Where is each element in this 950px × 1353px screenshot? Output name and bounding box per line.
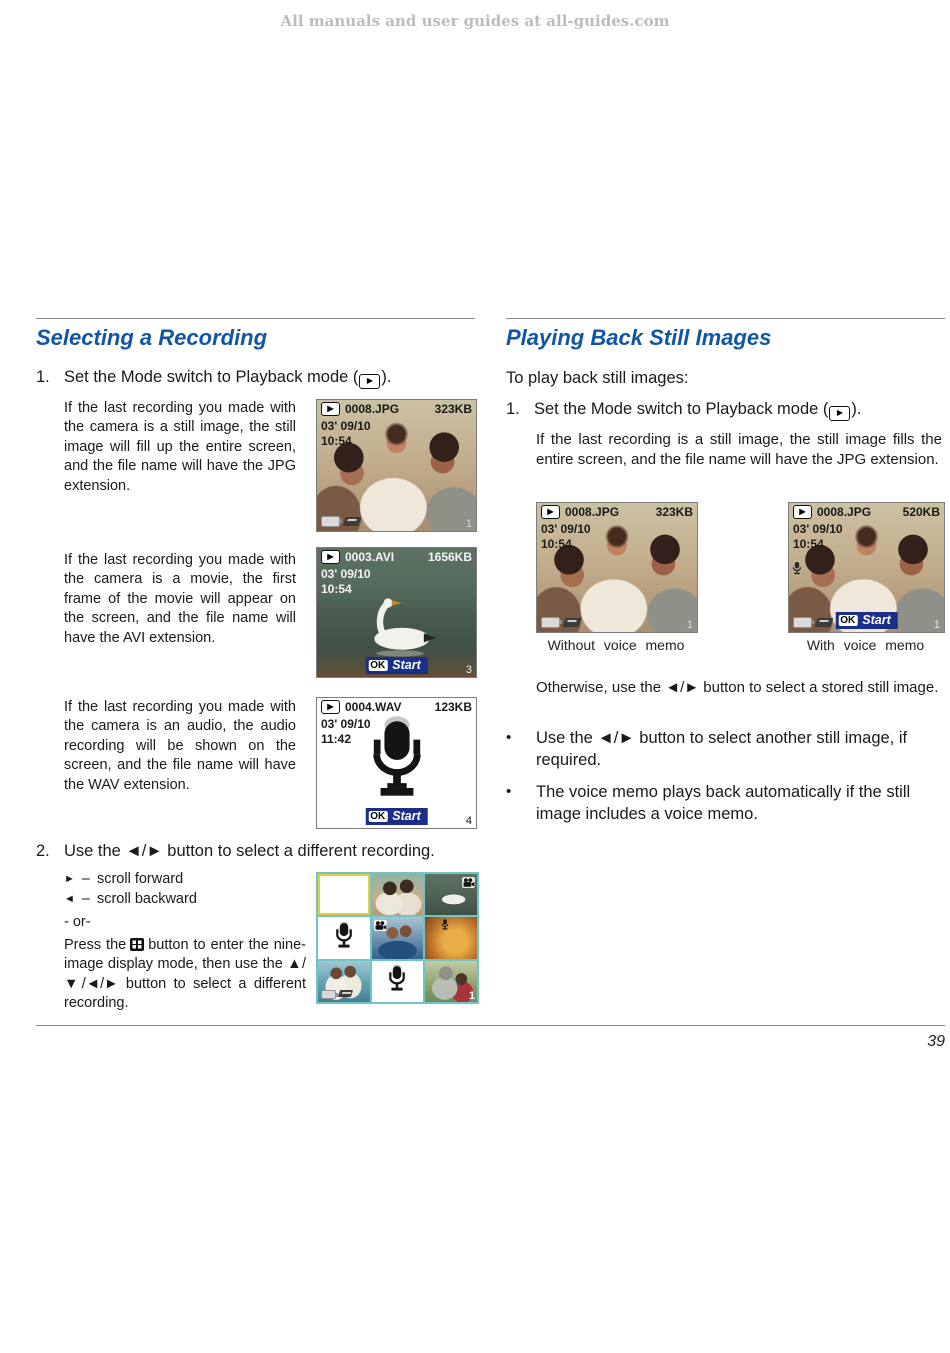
sd-card-icon: [343, 517, 362, 526]
battery-icon: [321, 990, 336, 999]
camera-screen-without-memo: [536, 502, 698, 633]
dash: –: [81, 891, 90, 907]
screen-header: [540, 505, 693, 519]
paragraph-nine-image: [64, 936, 306, 1014]
time-stamp: 10:54: [541, 537, 572, 551]
bullet-icon: •: [506, 783, 512, 800]
start-label: Start: [392, 809, 421, 823]
playback-mode-icon: [359, 374, 380, 389]
play-glyph: ▶: [366, 376, 373, 385]
ok-button-label: OK: [370, 659, 386, 671]
play-icon: [541, 505, 560, 519]
sd-card-icon: [563, 618, 582, 627]
time-stamp: 10:54: [793, 537, 824, 551]
frame-index: 4: [465, 815, 472, 827]
file-name: 0008.JPG: [817, 505, 872, 519]
file-size: 123KB: [434, 700, 472, 714]
file-name: 0003.AVI: [345, 550, 395, 564]
grid-thumbnail-audio: [318, 917, 370, 958]
screen-header: [320, 402, 472, 416]
date-stamp: 03' 09/10: [321, 419, 371, 433]
press-text-after: button to enter the nine-image display mode, then use the ▲/▼/◄/► button to select a different recording.: [64, 937, 306, 1012]
ok-start-bar: [365, 657, 427, 674]
left-column-rule: [36, 318, 475, 319]
step-text: [534, 399, 861, 421]
page-number: 39: [927, 1033, 945, 1050]
step-number: 1.: [506, 400, 520, 418]
or-text: - or-: [64, 914, 91, 930]
dash: –: [81, 871, 90, 887]
footer-rule: [36, 1025, 945, 1026]
play-icon: [321, 402, 340, 416]
frame-index: 3: [465, 664, 472, 676]
file-name: 0004.WAV: [345, 700, 402, 714]
playback-mode-icon: [829, 406, 850, 421]
date-stamp: 03' 09/10: [321, 717, 371, 731]
intro-line: To play back still images:: [506, 369, 689, 387]
grid-thumbnail: [425, 961, 477, 1002]
grid-thumbnail: [372, 917, 424, 958]
right-section-title: Playing Back Still Images: [506, 325, 772, 350]
screen-header: [792, 505, 940, 519]
ok-button-label: OK: [840, 614, 856, 626]
paragraph-otherwise: Otherwise, use the ◄/► button to select a stored still image.: [536, 679, 939, 696]
step-text-after: ).: [381, 368, 392, 386]
date-stamp: 03' 09/10: [541, 522, 591, 536]
step-text-before: Set the Mode switch to Playback mode (: [534, 400, 829, 418]
paragraph-still-right: If the last recording is a still image, the still image fills the entire screen, and the file name will have the JPG extension.: [536, 431, 942, 468]
play-glyph: ▶: [836, 408, 843, 417]
battery-icon: [793, 617, 812, 628]
nine-image-display-icon: [130, 938, 144, 951]
battery-icon: [321, 516, 340, 527]
frame-index: 1: [933, 619, 940, 631]
bullet-text: The voice memo plays back automatically if the still image includes a voice memo.: [536, 783, 911, 823]
paragraph-still: If the last recording you made with the camera is a still image, the still image will fill up the entire screen, and the file name will have the JPG extension.: [64, 400, 296, 494]
ok-start-bar: [835, 612, 897, 629]
nine-image-grid: [316, 872, 479, 1004]
file-size: 323KB: [434, 402, 472, 416]
battery-icon: [541, 617, 560, 628]
forward-arrow-icon: ►: [64, 873, 75, 885]
play-glyph: ▶: [327, 702, 334, 711]
backward-arrow-icon: ◄: [64, 893, 75, 905]
grid-thumbnail: [372, 874, 424, 915]
status-icons: [793, 617, 832, 628]
sd-card-icon: [815, 618, 834, 627]
ok-button-label: OK: [370, 810, 386, 822]
file-size: 520KB: [902, 505, 940, 519]
bullet-select-image: [506, 727, 944, 771]
caption-without-memo: Without voice memo: [547, 637, 685, 653]
bullet-text: Use the ◄/► button to select another still image, if required.: [536, 729, 908, 769]
grid-thumbnail-audio: [372, 961, 424, 1002]
microphone-icon: [441, 918, 449, 936]
left-section-title: Selecting a Recording: [36, 325, 268, 350]
step-text-before: Set the Mode switch to Playback mode (: [64, 368, 359, 386]
microphone-icon: [387, 964, 407, 999]
frame-index: 1: [465, 518, 472, 530]
play-glyph: ▶: [547, 507, 554, 516]
frame-index: 1: [468, 989, 475, 1002]
paragraph-movie: If the last recording you made with the camera is a movie, the first frame of the movie will appear on the screen, and the file name will have the AVI extension.: [64, 552, 296, 646]
microphone-icon: [334, 920, 354, 955]
step-number: 1.: [36, 368, 50, 386]
movie-camera-icon: [462, 875, 475, 893]
swan-image: [345, 590, 455, 660]
scroll-forward-label: scroll forward: [96, 871, 184, 887]
time-stamp: 10:54: [321, 434, 352, 448]
press-text-before: Press the: [64, 937, 127, 953]
file-size: 323KB: [655, 505, 693, 519]
grid-thumbnail: [425, 917, 477, 958]
screen-header: [320, 550, 472, 564]
scroll-backward-line: [64, 891, 197, 907]
file-size: 1656KB: [427, 550, 472, 564]
grid-thumbnail: [425, 874, 477, 915]
play-glyph: ▶: [327, 404, 334, 413]
step-text: [64, 367, 391, 389]
start-label: Start: [862, 613, 891, 627]
ok-start-bar: [365, 808, 427, 825]
file-name: 0008.JPG: [345, 402, 400, 416]
step-text: Use the ◄/► button to select a different recording.: [64, 842, 435, 860]
play-icon: [793, 505, 812, 519]
time-stamp: 11:42: [321, 732, 352, 746]
camera-screen-with-memo: [788, 502, 945, 633]
camera-screen-still: [316, 399, 477, 532]
microphone-icon: [368, 712, 426, 804]
camera-screen-movie: [316, 547, 477, 678]
frame-index: 1: [686, 619, 693, 631]
watermark-text: All manuals and user guides at all-guides.com: [280, 12, 670, 30]
caption-with-memo: With voice memo: [806, 637, 925, 653]
bullet-icon: •: [506, 729, 512, 746]
step-number: 2.: [36, 842, 50, 860]
status-icons: [321, 990, 352, 999]
time-stamp: 10:54: [321, 582, 352, 596]
voice-memo-icon: [792, 560, 802, 581]
start-label: Start: [392, 658, 421, 672]
camera-screen-audio: [316, 697, 477, 829]
movie-camera-icon: [374, 918, 387, 936]
play-glyph: ▶: [799, 507, 806, 516]
left-step-1: [36, 367, 476, 389]
sd-card-icon: [338, 990, 353, 997]
left-step-2: [36, 841, 486, 862]
file-name: 0008.JPG: [565, 505, 620, 519]
status-icons: [321, 516, 360, 527]
right-step-1: [506, 399, 946, 421]
grid-thumbnail-selected: [318, 874, 370, 915]
or-line: [64, 914, 91, 930]
scroll-backward-label: scroll backward: [96, 891, 197, 907]
play-glyph: ▶: [327, 552, 334, 561]
scroll-forward-line: [64, 871, 183, 887]
bullet-voice-memo: [506, 781, 946, 825]
step-text-after: ).: [851, 400, 862, 418]
right-column-rule: [506, 318, 945, 319]
date-stamp: 03' 09/10: [793, 522, 843, 536]
play-icon: [321, 550, 340, 564]
play-icon: [321, 700, 340, 714]
status-icons: [541, 617, 580, 628]
paragraph-audio: If the last recording you made with the camera is an audio, the audio recording will be shown on the screen, and the file name will have the WAV extension.: [64, 699, 296, 793]
date-stamp: 03' 09/10: [321, 567, 371, 581]
